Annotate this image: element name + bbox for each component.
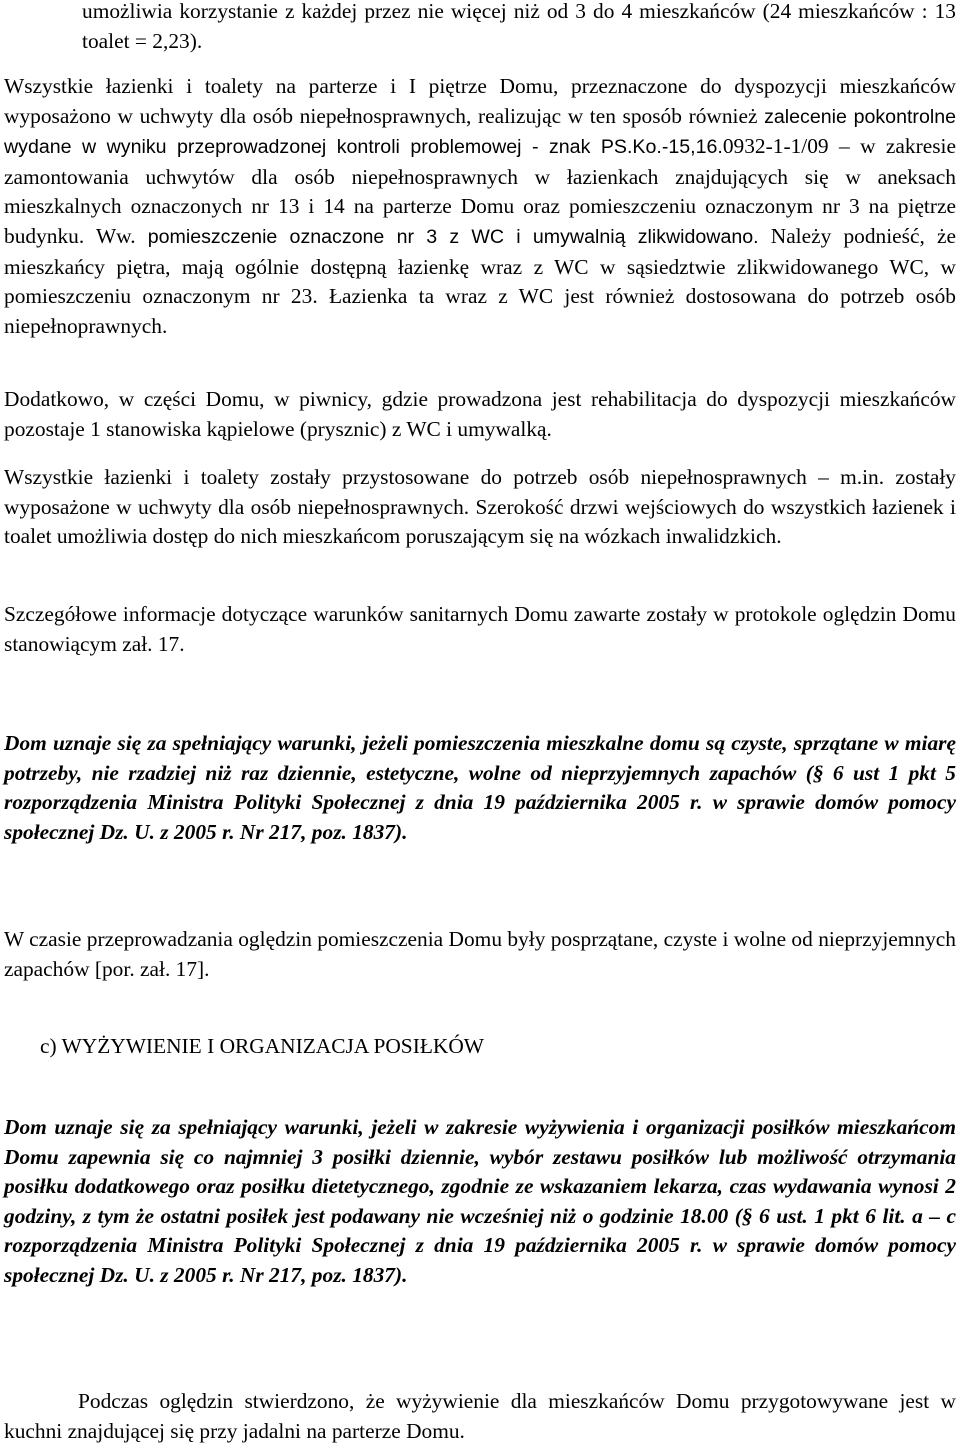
paragraph-basement-rehab: Dodatkowo, w części Domu, w piwnicy, gdzie prowadzona jest rehabilitacja do dyspozycji mieszkańców pozostaje 1 stanowiska kąpielowe (prysznic) z WC i umywalką. xyxy=(4,387,956,441)
text-segment-sans: pomieszczenie oznaczone nr 3 z WC i umywalnią zlikwidowano. xyxy=(147,225,759,248)
text-segment: 0932-1-1/09 – w zakresie zamontowania uchwytów dla osób niepełnosprawnych w łazienkach znajdujących się w aneksach mieszkalnych oznaczonych nr 13 i 14 na parterze Domu oraz pomieszczeniu oznaczonym nr 3 na piętrze budynku. Ww. xyxy=(4,134,956,248)
text-segment-sans: zalecenie pokontrolne wydane w wyniku przeprowadzonej kontroli problemowej - znak PS.Ko.-15,16. xyxy=(4,105,956,159)
paragraph-bathrooms-handrails xyxy=(4,72,956,341)
paragraph-adapted-bathrooms: Wszystkie łazienki i toalety zostały przystosowane do potrzeb osób niepełnosprawnych – m.in. zostały wyposażone w uchwyty dla osób niepełnosprawnych. Szerokość drzwi wejściowych do wszystkich łazienek i toalet umożliwia dostęp do nich mieszkańcom poruszającym się na wózkach inwalidzkich. xyxy=(4,465,956,549)
paragraph-toilets-ratio: umożliwia korzystanie z każdej przez nie więcej niż od 3 do 4 mieszkańców (24 mieszkańców : 13 toalet = 2,23). xyxy=(82,0,956,53)
paragraph-nutrition-requirement: Dom uznaje się za spełniający warunki, jeżeli w zakresie wyżywienia i organizacji posiłków mieszkańcom Domu zapewnia się co najmniej 3 posiłki dziennie, wybór zestawu posiłków lub możliwość otrzymania posiłku dodatkowego oraz posiłku dietetycznego, zgodnie ze wskazaniem lekarza, czas wydawania wynosi 2 godziny, z tym że ostatni posiłek jest podawany nie wcześniej niż o godzinie 18.00 (§ 6 ust. 1 pkt 6 lit. a – c rozporządzenia Ministra Polityki Społecznej z dnia 19 października 2005 r. w sprawie domów pomocy społecznej Dz. U. z 2005 r. Nr 217, poz. 1837). xyxy=(4,1115,956,1287)
text-segment: Należy podnieść, że mieszkańcy piętra, mają ogólnie dostępną łazienkę wraz z WC w sąsiedztwie zlikwidowanego WC, w pomieszczeniu oznaczonym nr 23. Łazienka ta wraz z WC jest również dostosowana do potrzeb osób niepełnoprawnych. xyxy=(4,223,956,338)
paragraph-inspection-result: W czasie przeprowadzania oględzin pomieszczenia Domu były posprzątane, czyste i wolne od nieprzyjemnych zapachów [por. zał. 17]. xyxy=(4,927,956,981)
paragraph-nutrition-finding: Podczas oględzin stwierdzono, że wyżywienie dla mieszkańców Domu przygotowywane jest w kuchni znajdującej się przy jadalni na parterze Domu. xyxy=(4,1389,956,1443)
paragraph-cleanliness-requirement: Dom uznaje się za spełniający warunki, jeżeli pomieszczenia mieszkalne domu są czyste, sprzątane w miarę potrzeby, nie rzadziej niż raz dziennie, estetyczne, wolne od nieprzyjemnych zapachów (§ 6 ust 1 pkt 5 rozporządzenia Ministra Polityki Społecznej z dnia 19 października 2005 r. w sprawie domów pomocy społecznej Dz. U. z 2005 r. Nr 217, poz. 1837). xyxy=(4,731,956,844)
section-heading-nutrition: c) WYŻYWIENIE I ORGANIZACJA POSIŁKÓW xyxy=(40,1034,484,1058)
text-segment: Wszystkie łazienki i toalety na parterze i I piętrze Domu, przeznaczone do dyspozycji mieszkańców wyposażono w uchwyty dla osób niepełnosprawnych, realizując w ten sposób również xyxy=(4,74,956,128)
paragraph-sanitary-details: Szczegółowe informacje dotyczące warunków sanitarnych Domu zawarte zostały w protokole oględzin Domu stanowiącym zał. 17. xyxy=(4,602,956,656)
